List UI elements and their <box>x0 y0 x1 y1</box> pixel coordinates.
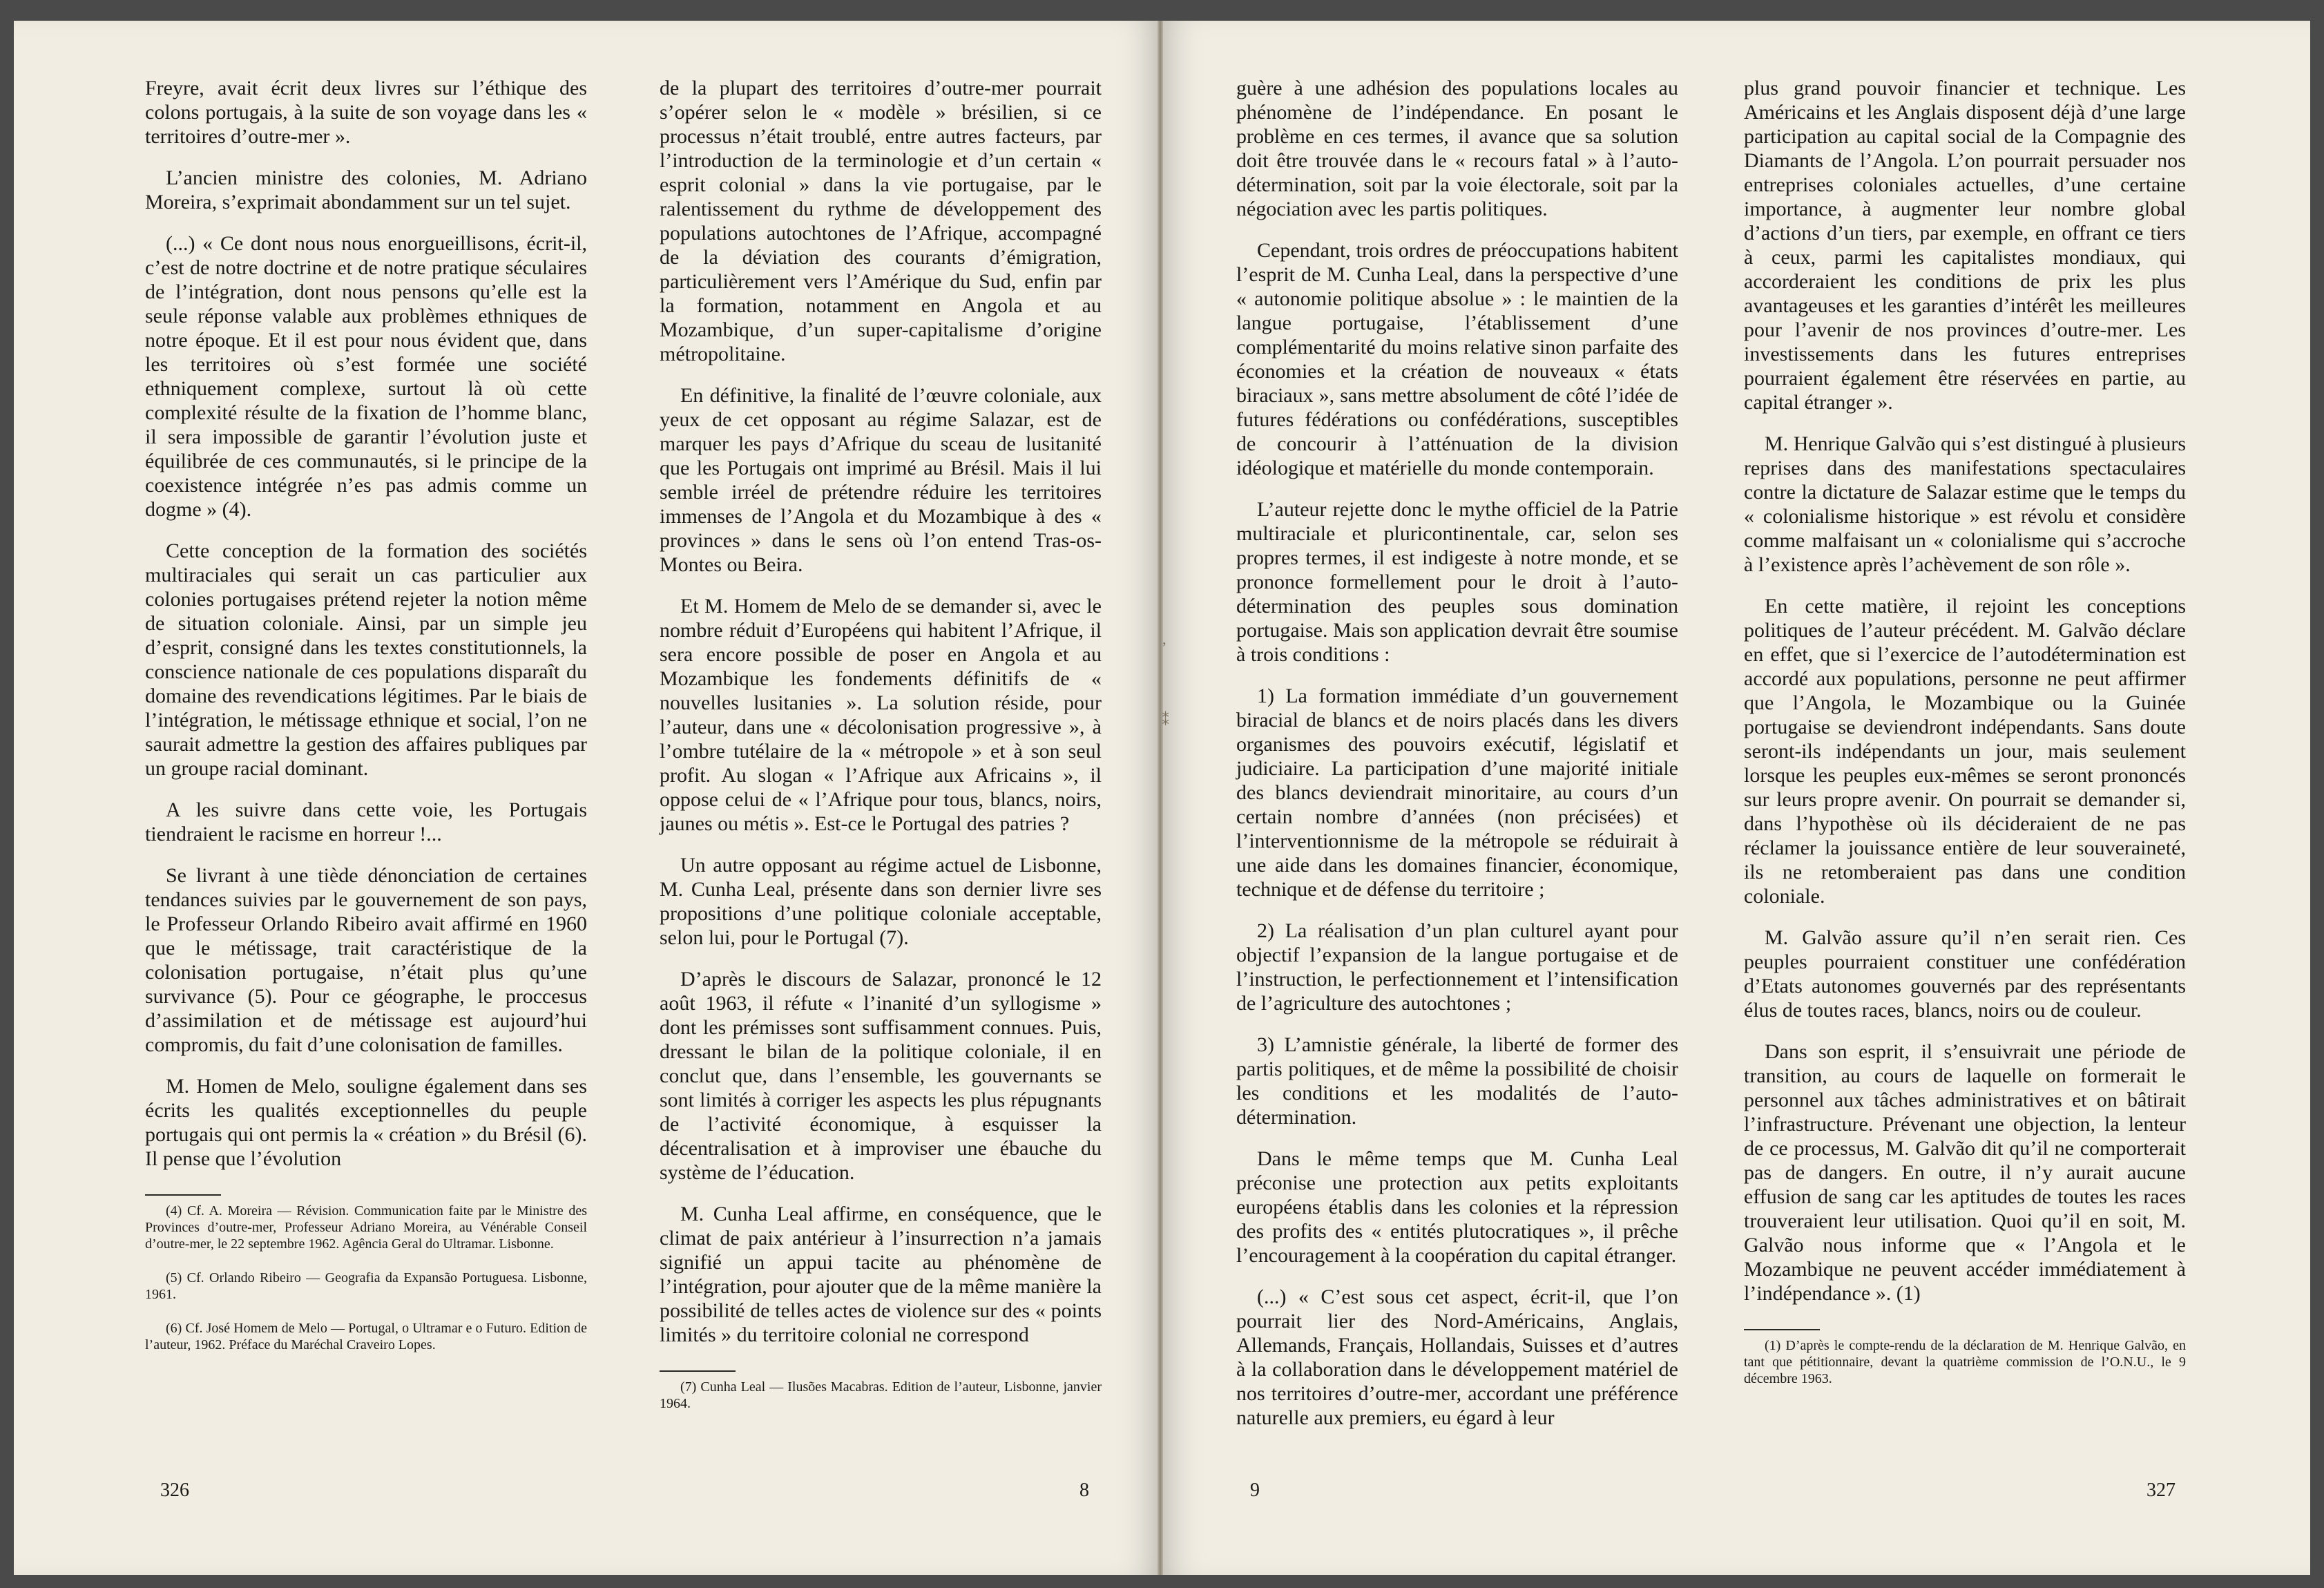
paragraph: A les suivre dans cette voie, les Portugais tiendraient le racisme en horreur !... <box>145 798 587 845</box>
paragraph: Un autre opposant au régime actuel de Lisbonne, M. Cunha Leal, présente dans son dernier livre ses propositions d’une politique coloniale acceptable, selon lui, pour le Portugal (7). <box>660 854 1102 949</box>
paragraph: Cependant, trois ordres de préoccupations habitent l’esprit de M. Cunha Leal, dans la perspective d’une « autonomie politique absolue » : le maintien de la langue portugaise, l’établissement d’une complémentarité du moins relative sinon parfaite des économies et la création de nouveaux « états biraciaux », sans mettre absolument de côté l’idée de futures fédérations ou confédérations, susceptibles de concourir à l’atténuation de la division idéologique et matérielle du monde contemporain. <box>1236 239 1678 479</box>
footnote: (1) D’après le compte-rendu de la déclaration de M. Henrique Galvão, en tant que pétitionnaire, devant la quatrième commission de l’O.N.U., le 9 décembre 1963. <box>1744 1338 2186 1386</box>
text-column <box>1744 76 2186 1404</box>
footnote-rule <box>660 1370 736 1372</box>
paragraph: L’ancien ministre des colonies, M. Adriano Moreira, s’exprimait abondamment sur un tel sujet. <box>145 166 587 213</box>
paragraph: D’après le discours de Salazar, prononcé le 12 août 1963, il réfute « l’inanité d’un syllogisme » dont les prémisses sont suffisamment connues. Puis, dressant le bilan de la politique coloniale, il en conclut que, dans l’ensemble, les gouvernants se sont limités à corriger les aspects les plus répugnants de l’activité économique, à esquisser la décentralisation et à improviser une ébauche du système de l’éducation. <box>660 968 1102 1184</box>
paragraph: de la plupart des territoires d’outre-mer pourrait s’opérer selon le « modèle » brésilien, si ce processus n’était troublé, entre autres facteurs, par l’introduction de la terminologie et d’un certain « esprit colonial » dans la vie portugaise, par le ralentissement du rythme de développement des populations autochtones de l’Afrique, accompagné de la déviation des courants d’émigration, particulièrement vers l’Amérique du Sud, enfin par la formation, notamment en Angola et au Mozambique, d’un super-capitalisme d’origine métropolitaine. <box>660 77 1102 365</box>
footnote: (6) Cf. José Homem de Melo — Portugal, o Ultramar e o Futuro. Edition de l’auteur, 1962. Préface du Maréchal Craveiro Lopes. <box>145 1321 587 1352</box>
paragraph: guère à une adhésion des populations locales au phénomène de l’indépendance. En posant le problème en ces termes, il avance que sa solution doit être trouvée dans le « recours fatal » à l’auto-détermination, soit par la voie électorale, soit par la négociation avec les partis politiques. <box>1236 77 1678 220</box>
page-number: 327 <box>2147 1480 2176 1501</box>
paragraph: Dans le même temps que M. Cunha Leal préconise une protection aux petits exploitants européens établis dans les colonies et la répression des profits des « entités plutocratiques », il prêche l’encouragement à la coopération du capital étranger. <box>1236 1147 1678 1267</box>
paragraph: Et M. Homem de Melo de se demander si, avec le nombre réduit d’Européens qui habitent l’Afrique, il sera encore possible de poser en Angola et au Mozambique les fondements définitifs de « nouvelles lusitanies ». La solution réside, pour l’auteur, dans une « décolonisation progressive », à l’ombre tutélaire de la « métropole » et à son seul profit. Au slogan « l’Afrique aux Africains », il oppose celui de « l’Afrique pour tous, blancs, noirs, jaunes ou métis ». Est-ce le Portugal des patries ? <box>660 595 1102 835</box>
paragraph: (...) « C’est sous cet aspect, écrit-il, que l’on pourrait lier des Nord-Américains, Anglais, Allemands, Français, Hollandais, Suisses et d’autres à la collaboration dans le développement matériel de nos territoires d’outre-mer, accordant une préférence naturelle aux premiers, eu égard à leur <box>1236 1285 1678 1429</box>
text-column <box>1236 76 1678 1447</box>
footnote-rule <box>145 1194 221 1196</box>
paragraph: L’auteur rejette donc le mythe officiel de la Patrie multiraciale et pluricontinentale, car, selon ses propres termes, il est indigeste à notre monde, et se prononce formellement pour le droit à l’auto-détermination des peuples sous domination portugaise. Mais son application devrait être soumise à trois conditions : <box>1236 498 1678 666</box>
footnote: (7) Cunha Leal — Ilusões Macabras. Edition de l’auteur, Lisbonne, janvier 1964. <box>660 1379 1102 1411</box>
footnote: (5) Cf. Orlando Ribeiro — Geografia da Expansão Portuguesa. Lisbonne, 1961. <box>145 1270 587 1302</box>
paragraph: En cette matière, il rejoint les conceptions politiques de l’auteur précédent. M. Galvão déclare en effet, que si l’exercice de l’autodétermination est accordé aux populations, personne ne peut affirmer que l’Angola, le Mozambique ou la Guinée portugaise se deviendront indépendants. Sans doute seront-ils indépendants un jour, mais seulement lorsque les peuples eux-mêmes se seront prononcés sur leurs propre avenir. On pourrait se demander si, dans l’hypothèse où ils décideraient de ne pas réclamer la jouissance entière de leur souveraineté, ils ne retomberaient pas dans une condition coloniale. <box>1744 595 2186 908</box>
paragraph: Dans son esprit, il s’ensuivrait une période de transition, au cours de laquelle on formerait le personnel aux tâches administratives et on bâtirait l’infrastructure. Prévenant une objection, la lenteur de ce processus, M. Galvão dit qu’il ne comporterait pas de dangers. En outre, il n’y aurait aucune effusion de sang car les aptitudes de toutes les races trouveraient leur utilisation. Quoi qu’il en soit, M. Galvão nous informe que « l’Angola et le Mozambique ne peuvent accéder immédiatement à l’indépendance ». (1) <box>1744 1040 2186 1305</box>
paragraph: Freyre, avait écrit deux livres sur l’éthique des colons portugais, à la suite de son voyage dans les « territoires d’outre-mer ». <box>145 77 587 148</box>
paragraph: M. Galvão assure qu’il n’en serait rien. Ces peuples pourraient constituer une confédération d’Etats autonomes gouvernés par des représentants élus de toutes races, blancs, noirs ou de couleur. <box>1744 926 2186 1022</box>
paragraph: 1) La formation immédiate d’un gouvernement biracial de blancs et de noirs placés dans les divers organismes des pouvoirs exécutif, législatif et judiciaire. La participation d’une majorité initiale des blancs deviendrait minoritaire, au cours d’un certain nombre d’années (non précisées) et l’interventionnisme de la métropole se réduirait à une aide dans les domaines financier, économique, technique et de défense du territoire ; <box>1236 685 1678 901</box>
paragraph: En définitive, la finalité de l’œuvre coloniale, aux yeux de cet opposant au régime Salazar, est de marquer les pays d’Afrique du sceau de lusitanité que les Portugais ont imprimé au Brésil. Mais il lui semble irréel de prétendre réduire les territoires immenses de l’Angola et du Mozambique à des « provinces » dans le sens où l’on entend Tras-os-Montes ou Beira. <box>660 384 1102 576</box>
page-number: 8 <box>1079 1480 1089 1501</box>
paragraph: Cette conception de la formation des sociétés multiraciales qui serait un cas particulier aux colonies portugaises prétend rejeter la notion même de situation coloniale. Ainsi, par un simple jeu d’esprit, consigné dans les textes constitutionnels, la conscience nationale de ces populations disparaît du domaine des revendications légitimes. Par le biais de l’intégration, le métissage ethnique et social, l’on ne saurait admettre la gestion des affaires publiques par un groupe racial dominant. <box>145 539 587 780</box>
paragraph: Se livrant à une tiède dénonciation de certaines tendances suivies par le gouvernement de son pays, le Professeur Orlando Ribeiro avait affirmé en 1960 que le métissage, trait caractéristique de la colonisation portugaise, n’était plus qu’une survivance (5). Pour ce géographe, le proccesus d’assimilation et de métissage est aujourd’hui compromis, du fait d’une colonisation de familles. <box>145 864 587 1056</box>
text-column <box>145 76 587 1370</box>
paragraph: 2) La réalisation d’un plan culturel ayant pour objectif l’expansion de la langue portugaise et de l’instruction, le perfectionnement et l’intensification de l’agriculture des autochtones ; <box>1236 919 1678 1015</box>
paragraph: M. Cunha Leal affirme, en conséquence, que le climat de paix antérieur à l’insurrection n’a jamais signifié un appui tacite au phénomène de l’intégration, pour ajouter que de la même manière la possibilité de telles actes de violence sur des « points limités » du territoire colonial ne correspond <box>660 1203 1102 1346</box>
paragraph: plus grand pouvoir financier et technique. Les Américains et les Anglais disposent déjà d’une large participation au capital social de la Compagnie des Diamants de l’Angola. L’on pourrait persuader nos entreprises coloniales actuelles, d’une certaine importance, à augmenter leur nombre global d’actions d’un tiers, par exemple, en offrant ce tiers à ceux, parmi les capitalistes mondiaux, qui accorderaient les conditions de prix les plus avantageuses et les garanties d’intérêt les meilleures pour l’avenir de nos provinces d’outre-mer. Les investissements dans les futures entreprises pourraient également être réservées en partie, au capital étranger ». <box>1744 77 2186 414</box>
footnote: (4) Cf. A. Moreira — Révision. Communication faite par le Ministre des Provinces d’outre-mer, Professeur Adriano Moreira, au Vénérable Conseil d’outre-mer, le 22 septembre 1962. Agência Geral do Ultramar. Lisbonne. <box>145 1203 587 1252</box>
text-column <box>660 76 1102 1429</box>
margin-mark: ʼ <box>1162 639 1167 656</box>
page-number: 326 <box>160 1480 189 1501</box>
margin-mark: ⁑ <box>1162 711 1169 729</box>
paragraph: (...) « Ce dont nous nous enorgueillisons, écrit-il, c’est de notre doctrine et de notre pratique séculaires de l’intégration, dont nous pensons qu’elle est la seule réponse valable aux problèmes ethniques de notre époque. Et il est pour nous évident que, dans les territoires où s’est formée une société ethniquement complexe, surtout là où cette complexité résulte de la fixation de l’homme blanc, il sera impossible de garantir l’évolution juste et équilibrée de ces communautés, si le principe de la coexistence intégrée n’es pas admis comme un dogme » (4). <box>145 232 587 521</box>
paragraph: 3) L’amnistie générale, la liberté de former des partis politiques, et de même la possibilité de choisir les conditions et les modalités de l’auto-détermination. <box>1236 1033 1678 1129</box>
footnote-rule <box>1744 1329 1820 1330</box>
paragraph: M. Homen de Melo, souligne également dans ses écrits les qualités exceptionnelles du peuple portugais qui ont permis la « création » du Brésil (6). Il pense que l’évolution <box>145 1075 587 1170</box>
page-number: 9 <box>1250 1480 1260 1501</box>
paragraph: M. Henrique Galvão qui s’est distingué à plusieurs reprises dans des manifestations spectaculaires contre la dictature de Salazar estime que le temps du « colonialisme historique » est révolu et considère comme malfaisant un « colonialisme qui s’accroche à l’existence après l’achèvement de son rôle ». <box>1744 432 2186 576</box>
book-spine <box>1158 21 1163 1575</box>
